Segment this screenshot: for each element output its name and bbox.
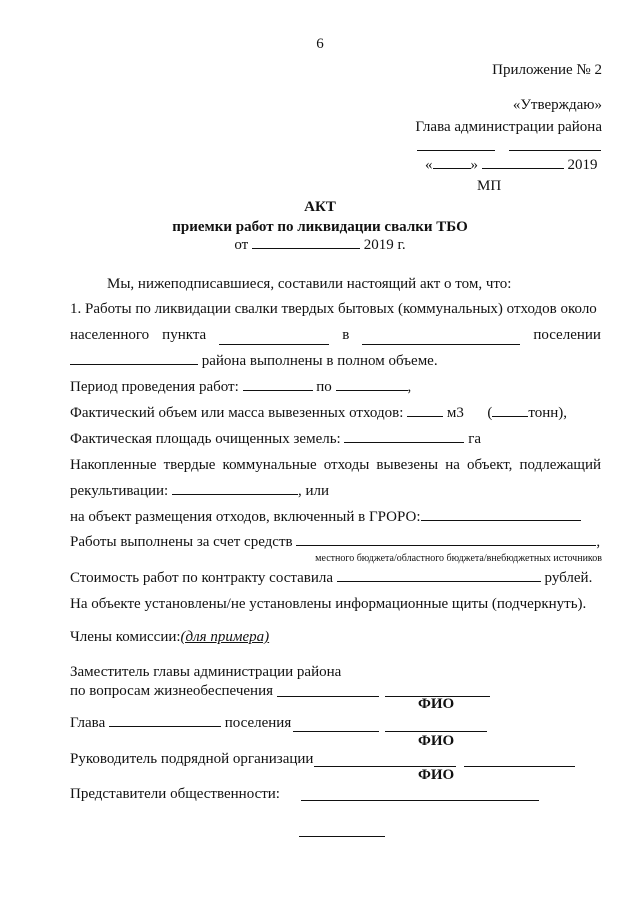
doc-subtitle: приемки работ по ликвидации свалки ТБО <box>172 219 468 235</box>
p1-text-c: в <box>342 327 350 343</box>
head-settlement-line <box>109 725 221 727</box>
contractor-label: Руководитель подрядной организации <box>70 751 314 767</box>
reclaim-line2 <box>70 483 329 500</box>
p1-line1: 1. Работы по ликвидации свалки твердых бытовых (коммунальных) отходов около <box>70 301 597 317</box>
volume-row <box>70 405 567 422</box>
page-number: 6 <box>316 36 324 52</box>
volume-tons: тонн), <box>528 405 568 421</box>
contractor-fio: ФИО <box>418 767 455 783</box>
period-row <box>70 379 411 396</box>
area-line <box>344 441 464 443</box>
members-label: Члены комиссии: <box>70 629 181 645</box>
approve-signature-line <box>417 150 495 151</box>
date-year: 2019 <box>567 157 598 173</box>
area-unit: га <box>468 431 482 447</box>
date-quote-open: « <box>425 157 433 173</box>
stamp-label: МП <box>477 178 502 194</box>
period-to: по <box>316 379 332 395</box>
volume-paren: ( <box>487 405 493 421</box>
doc-date-line <box>252 247 360 249</box>
p1-text-a: населенного <box>70 327 150 343</box>
date-from-label: от <box>234 237 249 253</box>
groro-line <box>421 519 581 521</box>
head-fio: ФИО <box>418 733 455 749</box>
reclaim-or: , или <box>297 483 329 499</box>
groro-row <box>70 509 581 526</box>
funds-note: местного бюджета/областного бюджета/внебюджетных источников <box>315 553 602 564</box>
p1-line3-text: района выполнены в полном объеме. <box>201 353 438 369</box>
date-day-line <box>433 167 471 169</box>
period-label: Период проведения работ: <box>70 379 239 395</box>
contractor-name-line <box>464 766 575 767</box>
cost-row <box>70 570 592 587</box>
public-line <box>301 800 539 801</box>
settlement2-line <box>362 343 520 345</box>
public-label: Представители общественности: <box>70 786 280 802</box>
intro-text: Мы, нижеподписавшиеся, составили настоящий акт о том, что: <box>107 276 512 292</box>
reclaim-label: рекультивации: <box>70 483 169 499</box>
volume-label: Фактический объем или масса вывезенных отходов: <box>70 405 404 421</box>
head-label: Глава <box>70 715 106 731</box>
approve-title: «Утверждаю» <box>512 97 602 113</box>
head-settlement-label: поселения <box>224 715 292 731</box>
members-note: (для примера) <box>180 629 270 645</box>
area-label: Фактическая площадь очищенных земель: <box>70 431 341 447</box>
head-name-line <box>385 731 487 732</box>
cost-line <box>337 580 541 582</box>
doc-date-year: 2019 г. <box>363 237 406 253</box>
volume-unit: м3 <box>446 405 464 421</box>
bottom-separator <box>299 836 385 837</box>
funds-comma: , <box>596 534 601 550</box>
period-start-line <box>243 389 313 391</box>
settlement-line <box>219 343 329 345</box>
volume-tons-line <box>492 415 528 417</box>
head-row <box>70 715 291 732</box>
members-row <box>70 629 269 646</box>
funds-label: Работы выполнены за счет средств <box>70 534 293 550</box>
p1-line2 <box>70 327 601 345</box>
date-month-line <box>482 167 564 169</box>
period-end-comma: , <box>407 379 412 395</box>
district-line <box>70 363 198 365</box>
p1-text-b: пункта <box>162 327 207 343</box>
approve-name-line <box>509 150 601 151</box>
funds-row <box>70 534 600 551</box>
groro-label: на объект размещения отходов, включенный в ГРОРО: <box>70 509 421 525</box>
reclaim-line1: Накопленные твердые коммунальные отходы вывезены на объект, подлежащий <box>70 457 601 473</box>
doc-title: АКТ <box>304 199 336 215</box>
p1-line3 <box>70 353 438 370</box>
head-signature-line <box>293 731 379 732</box>
boards-text: На объекте установлены/не установлены информационные щиты (подчеркнуть). <box>70 596 587 612</box>
cost-label: Стоимость работ по контракту составила <box>70 570 334 586</box>
funds-line <box>296 544 596 546</box>
period-end-line <box>336 389 408 391</box>
deputy-fio: ФИО <box>418 696 455 712</box>
approve-position: Глава администрации района <box>415 119 602 135</box>
deputy-line2: по вопросам жизнеобеспечения <box>70 683 273 699</box>
deputy-line1: Заместитель главы администрации района <box>70 664 342 680</box>
area-row <box>70 431 481 448</box>
deputy-signature-line <box>277 696 379 697</box>
date-quote-close: » <box>470 157 478 173</box>
approve-date <box>425 157 598 174</box>
reclaim-object-line <box>172 493 298 495</box>
cost-unit: рублей. <box>544 570 593 586</box>
p1-text-d: поселении <box>533 327 601 343</box>
doc-date <box>0 237 640 254</box>
volume-m3-line <box>407 415 443 417</box>
appendix-label: Приложение № 2 <box>492 62 602 78</box>
